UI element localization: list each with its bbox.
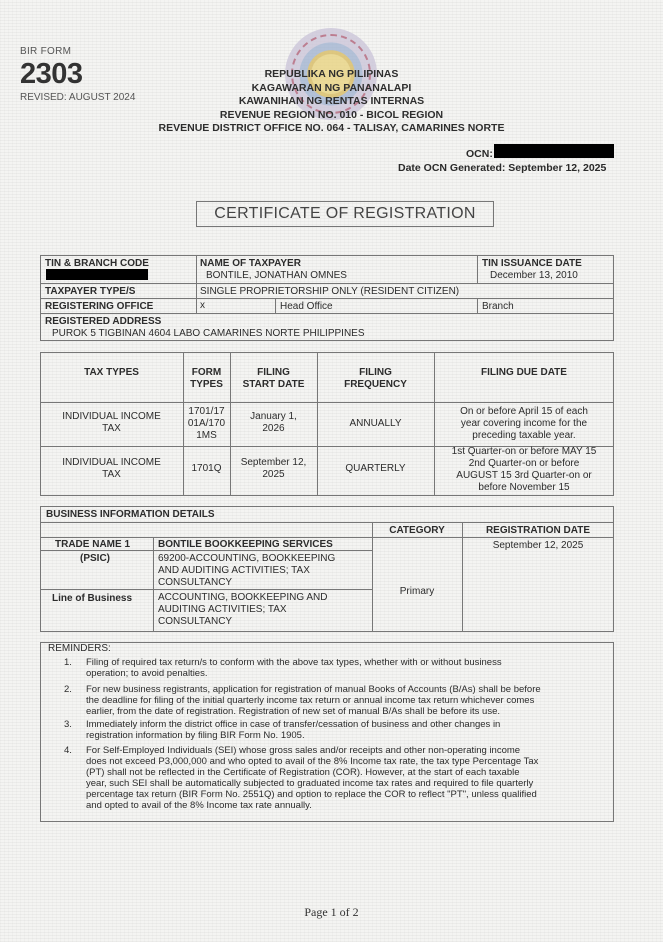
- row2-type-1: INDIVIDUAL INCOME: [62, 457, 161, 468]
- reminder-1-num: 1.: [64, 657, 72, 668]
- row2-start-1: September 12,: [240, 457, 307, 468]
- psic-line-1: 69200-ACCOUNTING, BOOKKEEPING: [158, 553, 336, 564]
- col-frequency-1: FILING: [359, 367, 392, 378]
- reminder-2-l1: For new business registrants, application for registration of manual Books of Accounts (B/As) shall be before: [86, 684, 541, 695]
- reminder-4-l1: For Self-Employed Individuals (SEI) whose gross sales and/or receipts and other non-operating income: [86, 745, 521, 756]
- tin-redaction: [46, 269, 148, 280]
- reminder-2-l2: the deadline for filing of the initial quarterly income tax return or annual income tax return whichever comes: [86, 695, 535, 706]
- registration-date-value: September 12, 2025: [492, 540, 584, 551]
- registered-address-label: REGISTERED ADDRESS: [45, 316, 162, 327]
- page-number: Page 1 of 2: [304, 905, 359, 919]
- row1-due-2: year covering income for the: [460, 418, 588, 429]
- taxpayer-type-value: SINGLE PROPRIETORSHIP ONLY (RESIDENT CITIZEN): [200, 286, 460, 297]
- reminder-4-l6: and opted to avail of the 8% Income tax rate annually.: [86, 800, 312, 811]
- ocn-redaction: [494, 144, 614, 158]
- col-form-types-2: TYPES: [190, 379, 223, 390]
- row2-due-3: AUGUST 15 3rd Quarter-on or: [456, 470, 592, 481]
- office-head: Head Office: [280, 301, 333, 312]
- registration-date-label: REGISTRATION DATE: [485, 525, 591, 536]
- certificate-title: CERTIFICATE OF REGISTRATION: [196, 201, 494, 227]
- line-of-business-label: Line of Business: [52, 593, 133, 604]
- row2-start-2: 2025: [262, 469, 285, 480]
- psic-line-3: CONSULTANCY: [158, 577, 233, 588]
- row1-frequency: ANNUALLY: [349, 418, 402, 429]
- header-line-4: REVENUE REGION NO. 010 - BICOL REGION: [219, 108, 444, 121]
- row1-due-3: preceding taxable year.: [472, 430, 576, 441]
- registering-office-label: REGISTERING OFFICE: [45, 301, 154, 312]
- form-revision: REVISED: AUGUST 2024: [20, 92, 136, 103]
- reminder-2-num: 2.: [64, 684, 72, 695]
- header-line-2: KAGAWARAN NG PANANALAPI: [251, 81, 412, 94]
- row2-due-4: before November 15: [478, 482, 570, 493]
- office-branch: Branch: [482, 301, 514, 312]
- reminder-4-l3: (PT) shall not be reflected in the Certificate of Registration (COR). However, at the start of each taxable: [86, 767, 520, 778]
- reminder-1-l2: operation; to avoid penalties.: [86, 668, 208, 679]
- psic-label: (PSIC): [80, 553, 110, 564]
- psic-line-2: AND AUDITING ACTIVITIES; TAX: [158, 565, 310, 576]
- row1-type-1: INDIVIDUAL INCOME: [62, 411, 161, 422]
- tin-issuance-label: TIN ISSUANCE DATE: [482, 258, 582, 269]
- row1-type-2: TAX: [102, 423, 121, 434]
- taxpayer-name-value: BONTILE, JONATHAN OMNES: [206, 270, 347, 281]
- reminder-3-l2: registration information by filing BIR Form No. 1905.: [86, 730, 305, 741]
- lob-line-3: CONSULTANCY: [158, 616, 233, 627]
- row1-form-1: 1701/17: [188, 406, 225, 417]
- row2-frequency: QUARTERLY: [345, 463, 406, 474]
- reminder-4-num: 4.: [64, 745, 72, 756]
- row1-due-1: On or before April 15 of each: [460, 406, 588, 417]
- reminder-4-l5: percentage tax return (BIR Form No. 2551Q) and option to replace the COR to reflect "PT", unless qualified: [86, 789, 537, 800]
- reminder-2-l3: earlier, from the date of registration. Registration of new set of manual B/As shall be before its use.: [86, 706, 500, 717]
- taxpayer-type-label: TAXPAYER TYPE/S: [45, 286, 136, 297]
- tin-label: TIN & BRANCH CODE: [45, 258, 149, 269]
- col-frequency-2: FREQUENCY: [344, 379, 407, 390]
- header-line-1: REPUBLIKA NG PILIPINAS: [264, 68, 399, 80]
- tin-issuance-value: December 13, 2010: [490, 270, 578, 281]
- row2-type-2: TAX: [102, 469, 121, 480]
- col-filing-start-1: FILING: [257, 367, 290, 378]
- reminder-3-num: 3.: [64, 719, 72, 730]
- reminders-title: REMINDERS:: [48, 643, 111, 654]
- col-filing-start-2: START DATE: [242, 379, 305, 390]
- taxpayer-name-label: NAME OF TAXPAYER: [200, 258, 301, 269]
- header-line-3: KAWANIHAN NG RENTAS INTERNAS: [238, 95, 425, 107]
- business-section-label: BUSINESS INFORMATION DETAILS: [46, 509, 215, 520]
- form-label: BIR FORM: [20, 46, 72, 57]
- trade-name-label: TRADE NAME 1: [55, 539, 131, 550]
- office-mark: x: [200, 300, 205, 311]
- col-form-types-1: FORM: [191, 367, 222, 378]
- lob-line-2: AUDITING ACTIVITIES; TAX: [158, 604, 287, 615]
- row1-start-2: 2026: [262, 423, 285, 434]
- reminder-4-l4: year, such SEI shall be automatically subjected to graduated income tax rates and required to file quarterly: [86, 778, 534, 789]
- registered-address-value: PUROK 5 TIGBINAN 4604 LABO CAMARINES NORTE PHILIPPINES: [52, 328, 365, 339]
- col-due-date: FILING DUE DATE: [481, 367, 567, 378]
- ocn-date-generated: Date OCN Generated: September 12, 2025: [398, 162, 607, 174]
- reminder-1-l1: Filing of required tax return/s to conform with the above tax types, whether with or without business: [86, 657, 502, 668]
- row2-form-1: 1701Q: [191, 463, 222, 474]
- form-number: 2303: [20, 58, 83, 90]
- row1-form-2: 01A/170: [187, 418, 226, 429]
- header-line-5: REVENUE DISTRICT OFFICE NO. 064 - TALISAY, CAMARINES NORTE: [158, 122, 505, 134]
- row2-due-1: 1st Quarter-on or before MAY 15: [451, 446, 597, 457]
- col-tax-types: TAX TYPES: [84, 367, 139, 378]
- lob-line-1: ACCOUNTING, BOOKKEEPING AND: [158, 592, 328, 603]
- row2-due-2: 2nd Quarter-on or before: [468, 458, 580, 469]
- row1-start-1: January 1,: [250, 411, 297, 422]
- category-label: CATEGORY: [389, 525, 445, 536]
- reminder-3-l1: Immediately inform the district office in case of transfer/cessation of business and other changes in: [86, 719, 501, 730]
- row1-form-3: 1MS: [196, 430, 217, 441]
- trade-name-value: BONTILE BOOKKEEPING SERVICES: [158, 539, 333, 550]
- category-value: Primary: [399, 586, 435, 597]
- ocn-label: OCN:: [466, 148, 493, 160]
- agency-header: [0, 68, 663, 136]
- reminder-4-l2: does not exceed P3,000,000 and who opted to avail of the 8% Income tax rate, the tax type Percentage Tax: [86, 756, 539, 767]
